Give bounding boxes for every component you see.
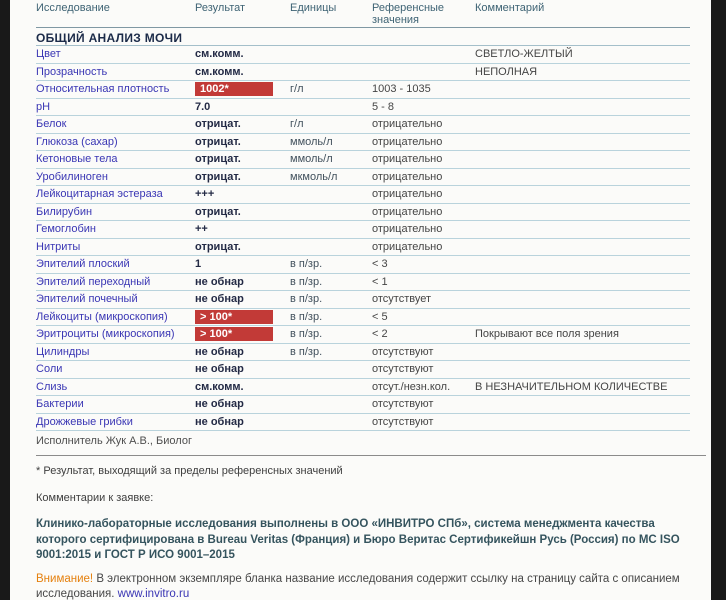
result-value: не обнар — [195, 293, 244, 306]
table-row — [36, 291, 690, 309]
cell-result — [195, 48, 290, 60]
column-header-test: Исследование — [36, 2, 110, 14]
result-value: не обнар — [195, 398, 244, 411]
result-value: не обнар — [195, 363, 244, 376]
result-value: +++ — [195, 188, 215, 201]
cell-units: мкмоль/л — [290, 170, 338, 183]
table-row — [36, 414, 690, 432]
result-value: отрицат. — [195, 153, 241, 166]
cell-test-name: Прозрачность — [36, 65, 108, 78]
cell-test-name: Кетоновые тела — [36, 153, 118, 166]
cell-units: в п/зр. — [290, 258, 323, 271]
table-row — [36, 169, 690, 187]
cell-test-name: Лейкоциты (микроскопия) — [36, 310, 168, 323]
table-row — [36, 396, 690, 414]
result-value: > 100* — [195, 310, 273, 324]
cell-test-name: Слизь — [36, 380, 68, 393]
result-value: 1 — [195, 258, 202, 271]
result-value: отрицат. — [195, 135, 241, 148]
table-row — [36, 361, 690, 379]
cell-reference: отсутствует — [372, 293, 432, 306]
cell-units: ммоль/л — [290, 135, 333, 148]
cell-test-name: Эритроциты (микроскопия) — [36, 328, 175, 341]
cell-result — [195, 241, 290, 253]
cell-reference: отрицательно — [372, 240, 443, 253]
cell-test-name: Эпителий почечный — [36, 293, 138, 306]
column-header-result: Результат — [195, 2, 246, 14]
table-row — [36, 186, 690, 204]
table-row — [36, 151, 690, 169]
cell-test-name: Относительная плотность — [36, 83, 170, 96]
cell-reference: отрицательно — [372, 188, 443, 201]
table-row — [36, 344, 690, 362]
cell-result — [195, 327, 290, 341]
result-value: 7.0 — [195, 100, 211, 113]
cell-reference: отрицательно — [372, 135, 443, 148]
cell-reference: < 1 — [372, 275, 388, 288]
cell-units: в п/зр. — [290, 345, 323, 358]
table-row — [36, 274, 690, 292]
cell-reference: < 2 — [372, 328, 388, 341]
attention-text: В электронном экземпляре бланка название исследования содержит ссылку на страницу сайта с описанием исследования. — [36, 572, 680, 600]
cell-result — [195, 416, 290, 428]
table-row — [36, 204, 690, 222]
cell-result — [195, 381, 290, 393]
table-row — [36, 116, 690, 134]
table-row — [36, 309, 690, 327]
result-value: 1002* — [195, 82, 273, 96]
cell-result — [195, 136, 290, 148]
column-header-reference: Референсные значения — [372, 2, 445, 26]
cell-result — [195, 293, 290, 305]
cell-reference: отсутствуют — [372, 398, 434, 411]
cell-result — [195, 171, 290, 183]
results-table-body — [36, 46, 690, 431]
table-row — [36, 81, 690, 99]
cell-result — [195, 258, 290, 270]
cell-test-name: Дрожжевые грибки — [36, 415, 133, 428]
lab-certification-statement: Клинико-лабораторные исследования выполнены в ООО «ИНВИТРО СПб», система менеджмента качества которого сертифицирована в Bureau Veritas (Франция) и Бюро Веритас Сертификейшн Русь (Россия) по МС ISO 9001:2015 и ГОСТ Р ИСО 9001–2015 — [36, 518, 680, 561]
cell-comment: СВЕТЛО-ЖЕЛТЫЙ — [475, 48, 573, 61]
result-value: не обнар — [195, 275, 244, 288]
cell-reference: 1003 - 1035 — [372, 83, 431, 96]
cell-test-name: Цвет — [36, 48, 61, 61]
cell-units: в п/зр. — [290, 310, 323, 323]
cell-result — [195, 276, 290, 288]
cell-result — [195, 310, 290, 324]
result-value: ++ — [195, 223, 208, 236]
cell-reference: отсутствуют — [372, 363, 434, 376]
cell-reference: отрицательно — [372, 153, 443, 166]
cell-comment: НЕПОЛНАЯ — [475, 65, 538, 78]
cell-result — [195, 398, 290, 410]
cell-reference: отсутствуют — [372, 345, 434, 358]
table-row — [36, 221, 690, 239]
cell-test-name: Цилиндры — [36, 345, 90, 358]
result-value: см.комм. — [195, 48, 244, 61]
cell-units: г/л — [290, 118, 304, 131]
cell-reference: < 5 — [372, 310, 388, 323]
cell-result — [195, 153, 290, 165]
attention-paragraph — [36, 572, 704, 600]
result-value: отрицат. — [195, 240, 241, 253]
cell-test-name: Эпителий плоский — [36, 258, 130, 271]
table-header-row — [36, 0, 690, 27]
cell-test-name: Бактерии — [36, 398, 84, 411]
cell-test-name: Билирубин — [36, 205, 93, 218]
cell-reference: отрицательно — [372, 223, 443, 236]
cell-comment: В НЕЗНАЧИТЕЛЬНОМ КОЛИЧЕСТВЕ — [475, 380, 668, 393]
result-value: не обнар — [195, 345, 244, 358]
cell-reference: отсут./незн.кол. — [372, 380, 451, 393]
cell-test-name: Уробилиноген — [36, 170, 108, 183]
column-header-comment: Комментарий — [475, 2, 545, 14]
result-value: см.комм. — [195, 65, 244, 78]
cell-result — [195, 188, 290, 200]
table-row — [36, 134, 690, 152]
right-black-bar — [711, 0, 726, 600]
cell-test-name: Эпителий переходный — [36, 275, 151, 288]
table-row — [36, 256, 690, 274]
comments-title: Комментарии к заявке: — [36, 492, 154, 504]
cell-reference: отсутствуют — [372, 415, 434, 428]
cell-units: в п/зр. — [290, 275, 323, 288]
table-row — [36, 326, 690, 344]
cell-units: в п/зр. — [290, 328, 323, 341]
attention-label: Внимание! — [36, 572, 94, 585]
column-header-units: Единицы — [290, 2, 337, 14]
cell-result — [195, 82, 290, 96]
result-value: отрицат. — [195, 170, 241, 183]
cell-reference: < 3 — [372, 258, 388, 271]
table-row — [36, 46, 690, 64]
cell-reference: отрицательно — [372, 170, 443, 183]
cell-result — [195, 206, 290, 218]
result-value: отрицат. — [195, 118, 241, 131]
cell-result — [195, 223, 290, 235]
cell-test-name: Гемоглобин — [36, 223, 96, 236]
cell-units: ммоль/л — [290, 153, 333, 166]
table-row — [36, 379, 690, 397]
cell-reference: отрицательно — [372, 118, 443, 131]
horizontal-divider — [36, 455, 706, 456]
section-title: ОБЩИЙ АНАЛИЗ МОЧИ — [36, 31, 183, 45]
table-row — [36, 239, 690, 257]
cell-test-name: Глюкоза (сахар) — [36, 135, 118, 148]
cell-test-name: Соли — [36, 363, 63, 376]
executor-line: Исполнитель Жук А.В., Биолог — [36, 435, 192, 447]
cell-test-name: pH — [36, 100, 51, 113]
table-row — [36, 64, 690, 82]
cell-units: г/л — [290, 83, 304, 96]
cell-result — [195, 346, 290, 358]
out-of-range-footnote: * Результат, выходящий за пределы референсных значений — [36, 465, 343, 477]
cell-result — [195, 118, 290, 130]
section-header — [36, 27, 690, 46]
result-value: см.комм. — [195, 380, 244, 393]
table-row — [36, 99, 690, 117]
cell-result — [195, 101, 290, 113]
cell-reference: отрицательно — [372, 205, 443, 218]
cell-reference: 5 - 8 — [372, 100, 395, 113]
result-value: отрицат. — [195, 205, 241, 218]
result-value: не обнар — [195, 415, 244, 428]
cell-comment: Покрывают все поля зрения — [475, 328, 619, 341]
cell-test-name: Нитриты — [36, 240, 81, 253]
cell-test-name: Лейкоцитарная эстераза — [36, 188, 163, 201]
cell-units: в п/зр. — [290, 293, 323, 306]
result-value: > 100* — [195, 327, 273, 341]
cell-result — [195, 363, 290, 375]
cell-result — [195, 66, 290, 78]
left-black-bar — [0, 0, 10, 600]
invitro-link[interactable]: www.invitro.ru — [117, 588, 190, 600]
report-content — [36, 0, 690, 600]
cell-test-name: Белок — [36, 118, 67, 131]
